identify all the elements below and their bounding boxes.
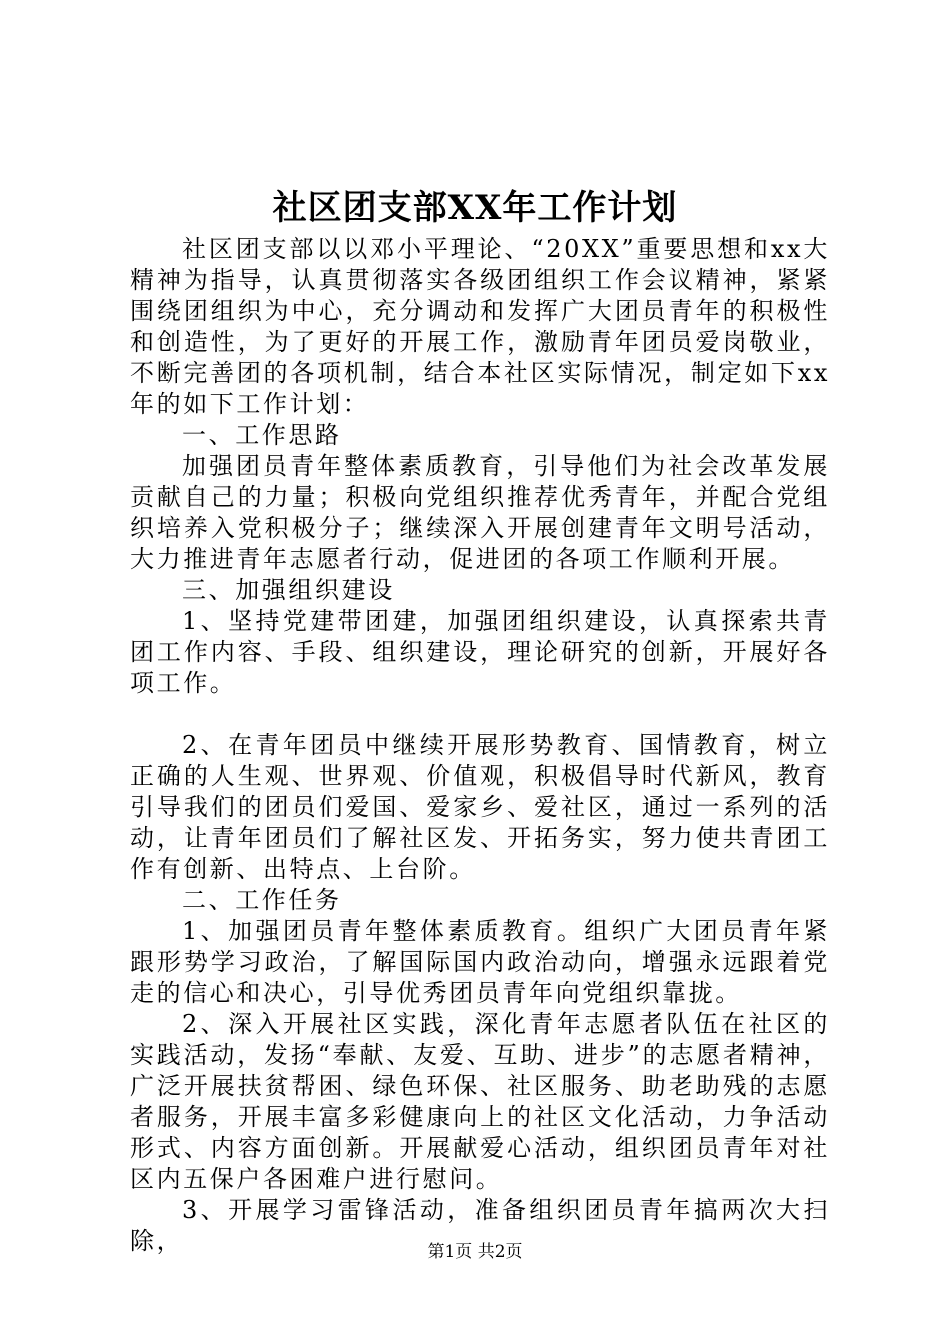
document-title: 社区团支部XX年工作计划 [272, 188, 678, 228]
section-heading-organization: 三、加强组织建设 [182, 576, 395, 604]
task-item-1: 1、加强团员青年整体素质教育。组织广大团员青年紧跟形势学习政治，了解国际国内政治动向，增强永远跟着党走的信心和决心，引导优秀团员青年向党组织靠拢。 [130, 917, 830, 1007]
organization-item-2: 2、在青年团员中继续开展形势教育、国情教育，树立正确的人生观、世界观、价值观，积极倡导时代新风，教育引导我们的团员们爱国、爱家乡、爱社区，通过一系列的活动，让青年团员们了解社区发、开拓务实，努力使共青团工作有创新、出特点、上台阶。 [130, 731, 830, 883]
task-item-3: 3、开展学习雷锋活动，准备组织团员青年搞两次大扫除， [130, 1196, 830, 1255]
intro-paragraph: 社区团支部以以邓小平理论、“20XX”重要思想和xx大精神为指导，认真贯彻落实各级团组织工作会议精神，紧紧围绕团组织为中心，充分调动和发挥广大团员青年的积极性和创造性，为了更好的开展工作，激励青年团员爱岗敬业，不断完善团的各项机制，结合本社区实际情况，制定如下xx年的如下工作计划： [130, 235, 830, 418]
page-footer: 第1页 共2页 [427, 1242, 523, 1262]
organization-item-1: 1、坚持党建带团建，加强团组织建设，认真探索共青团工作内容、手段、组织建设，理论研究的创新，开展好各项工作。 [130, 607, 830, 697]
task-item-2: 2、深入开展社区实践，深化青年志愿者队伍在社区的实践活动，发扬“奉献、友爱、互助、进步”的志愿者精神，广泛开展扶贫帮困、绿色环保、社区服务、助老助残的志愿者服务，开展丰富多彩健康向上的社区文化活动，力争活动形式、内容方面创新。开展献爱心活动，组织团员青年对社区内五保户各困难户进行慰问。 [130, 1010, 830, 1193]
section-heading-tasks: 二、工作任务 [182, 886, 342, 914]
work-approach-paragraph: 加强团员青年整体素质教育，引导他们为社会改革发展贡献自己的力量；积极向党组织推荐优秀青年，并配合党组织培养入党积极分子；继续深入开展创建青年文明号活动，大力推进青年志愿者行动，促进团的各项工作顺利开展。 [130, 452, 830, 573]
paragraph-gap [130, 699, 830, 730]
document-body [130, 234, 830, 1257]
section-heading-work-approach: 一、工作思路 [182, 421, 342, 449]
